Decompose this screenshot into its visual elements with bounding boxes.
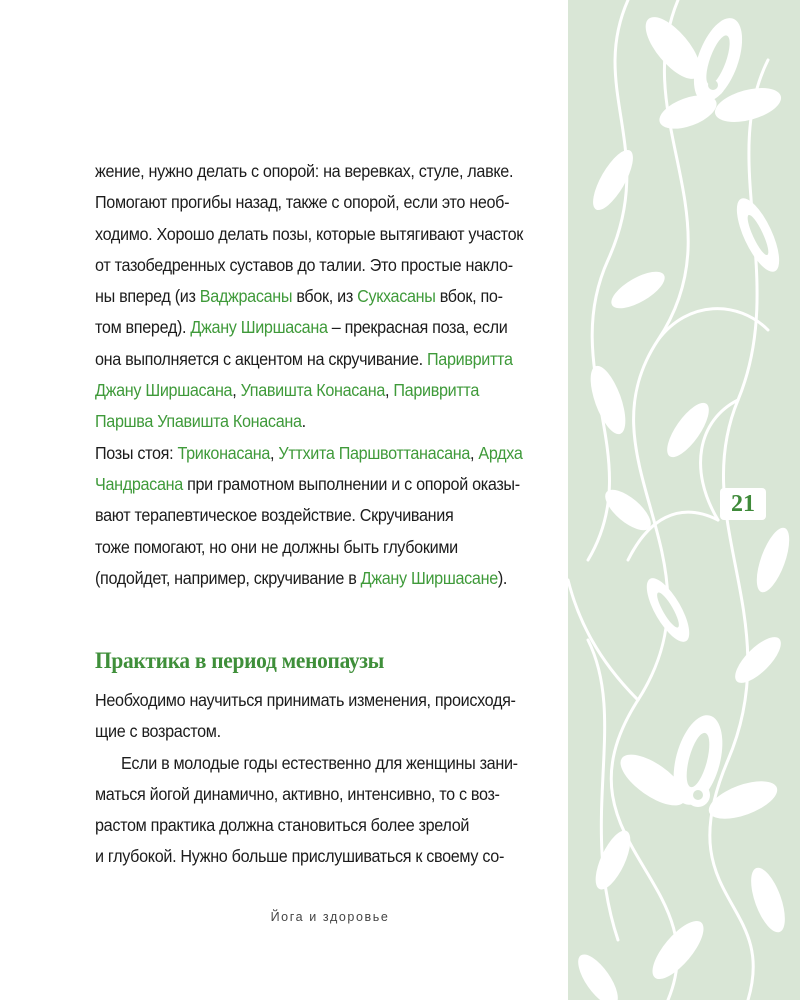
text-run: и глубокой. Нужно больше прислушиваться к своему со- xyxy=(95,846,505,867)
text-line xyxy=(95,156,514,187)
text-run: маться йогой динамично, активно, интенсивно, то с воз- xyxy=(95,783,500,804)
text-run: , xyxy=(270,442,279,463)
section-heading: Практика в период менопаузы xyxy=(95,648,385,673)
text-run: вбок, по- xyxy=(435,286,503,307)
text-run: вают терапевтическое воздействие. Скручивания xyxy=(95,505,454,526)
text-line xyxy=(95,563,514,594)
page-number: 21 xyxy=(720,488,766,520)
text-line xyxy=(95,312,514,343)
text-run: при грамотном выполнении и с опорой оказы- xyxy=(182,473,520,494)
section-text xyxy=(95,685,523,873)
text-run: , xyxy=(385,380,394,401)
text-line xyxy=(95,469,520,500)
asana-term: Ардха xyxy=(478,442,523,463)
text-run: Позы стоя: xyxy=(95,442,178,463)
text-line xyxy=(95,219,524,250)
text-line xyxy=(95,716,523,747)
text-run: – прекрасная поза, если xyxy=(327,317,508,338)
text-run: Если в молодые годы естественно для женщины зани- xyxy=(121,752,518,773)
text-line xyxy=(95,500,514,531)
asana-term: Паривритта xyxy=(393,380,480,401)
text-line xyxy=(95,779,523,810)
text-run: она выполняется с акцентом на скручивание. xyxy=(95,348,427,369)
text-run: тоже помогают, но они не должны быть глубокими xyxy=(95,536,458,557)
text-run: щие с возрастом. xyxy=(95,721,221,742)
text-run: . xyxy=(301,411,306,432)
text-line xyxy=(95,187,514,218)
asana-term: Паривритта xyxy=(426,348,513,369)
text-line xyxy=(95,810,523,841)
asana-term: Джану Ширшасане xyxy=(360,567,498,588)
text-run: ходимо. Хорошо делать позы, которые вытягивают участок xyxy=(95,223,524,244)
text-line xyxy=(95,281,514,312)
text-run: ). xyxy=(497,567,508,588)
asana-term: Уттхита Паршвоттанасана xyxy=(278,442,471,463)
text-line xyxy=(95,344,514,375)
text-run: ны вперед (из xyxy=(95,286,200,307)
text-run: растом практика должна становиться более зрелой xyxy=(95,815,470,836)
asana-term: Паршва Упавишта Конасана xyxy=(95,411,302,432)
text-run: , xyxy=(232,380,241,401)
asana-term: Триконасана xyxy=(177,442,271,463)
text-line xyxy=(95,438,523,469)
text-run: вбок, из xyxy=(292,286,358,307)
asana-term: Чандрасана xyxy=(95,473,183,494)
text-line xyxy=(95,375,514,406)
text-run: жение, нужно делать с опорой: на веревках, стуле, лавке. xyxy=(95,161,514,181)
text-line xyxy=(95,748,523,779)
running-footer: Йога и здоровье xyxy=(270,910,390,924)
text-line xyxy=(95,250,514,281)
asana-term: Джану Ширшасана xyxy=(95,380,233,401)
text-run: Необходимо научиться принимать изменения, происходя- xyxy=(95,690,516,710)
text-line xyxy=(95,685,523,716)
body-text xyxy=(95,156,524,594)
asana-term: Ваджрасаны xyxy=(199,286,293,307)
text-line xyxy=(95,841,523,872)
text-run: от тазобедренных суставов до талии. Это простые накло- xyxy=(95,254,513,275)
asana-term: Упавишта Конасана xyxy=(240,380,386,401)
text-run: Помогают прогибы назад, также с опорой, если это необ- xyxy=(95,192,510,213)
text-run: (подойдет, например, скручивание в xyxy=(95,567,361,588)
text-run: , xyxy=(470,442,479,463)
text-run: том вперед). xyxy=(95,317,191,338)
text-line xyxy=(95,406,514,437)
text-line xyxy=(95,532,514,563)
asana-term: Джану Ширшасана xyxy=(190,317,328,338)
asana-term: Сукхасаны xyxy=(357,286,436,307)
